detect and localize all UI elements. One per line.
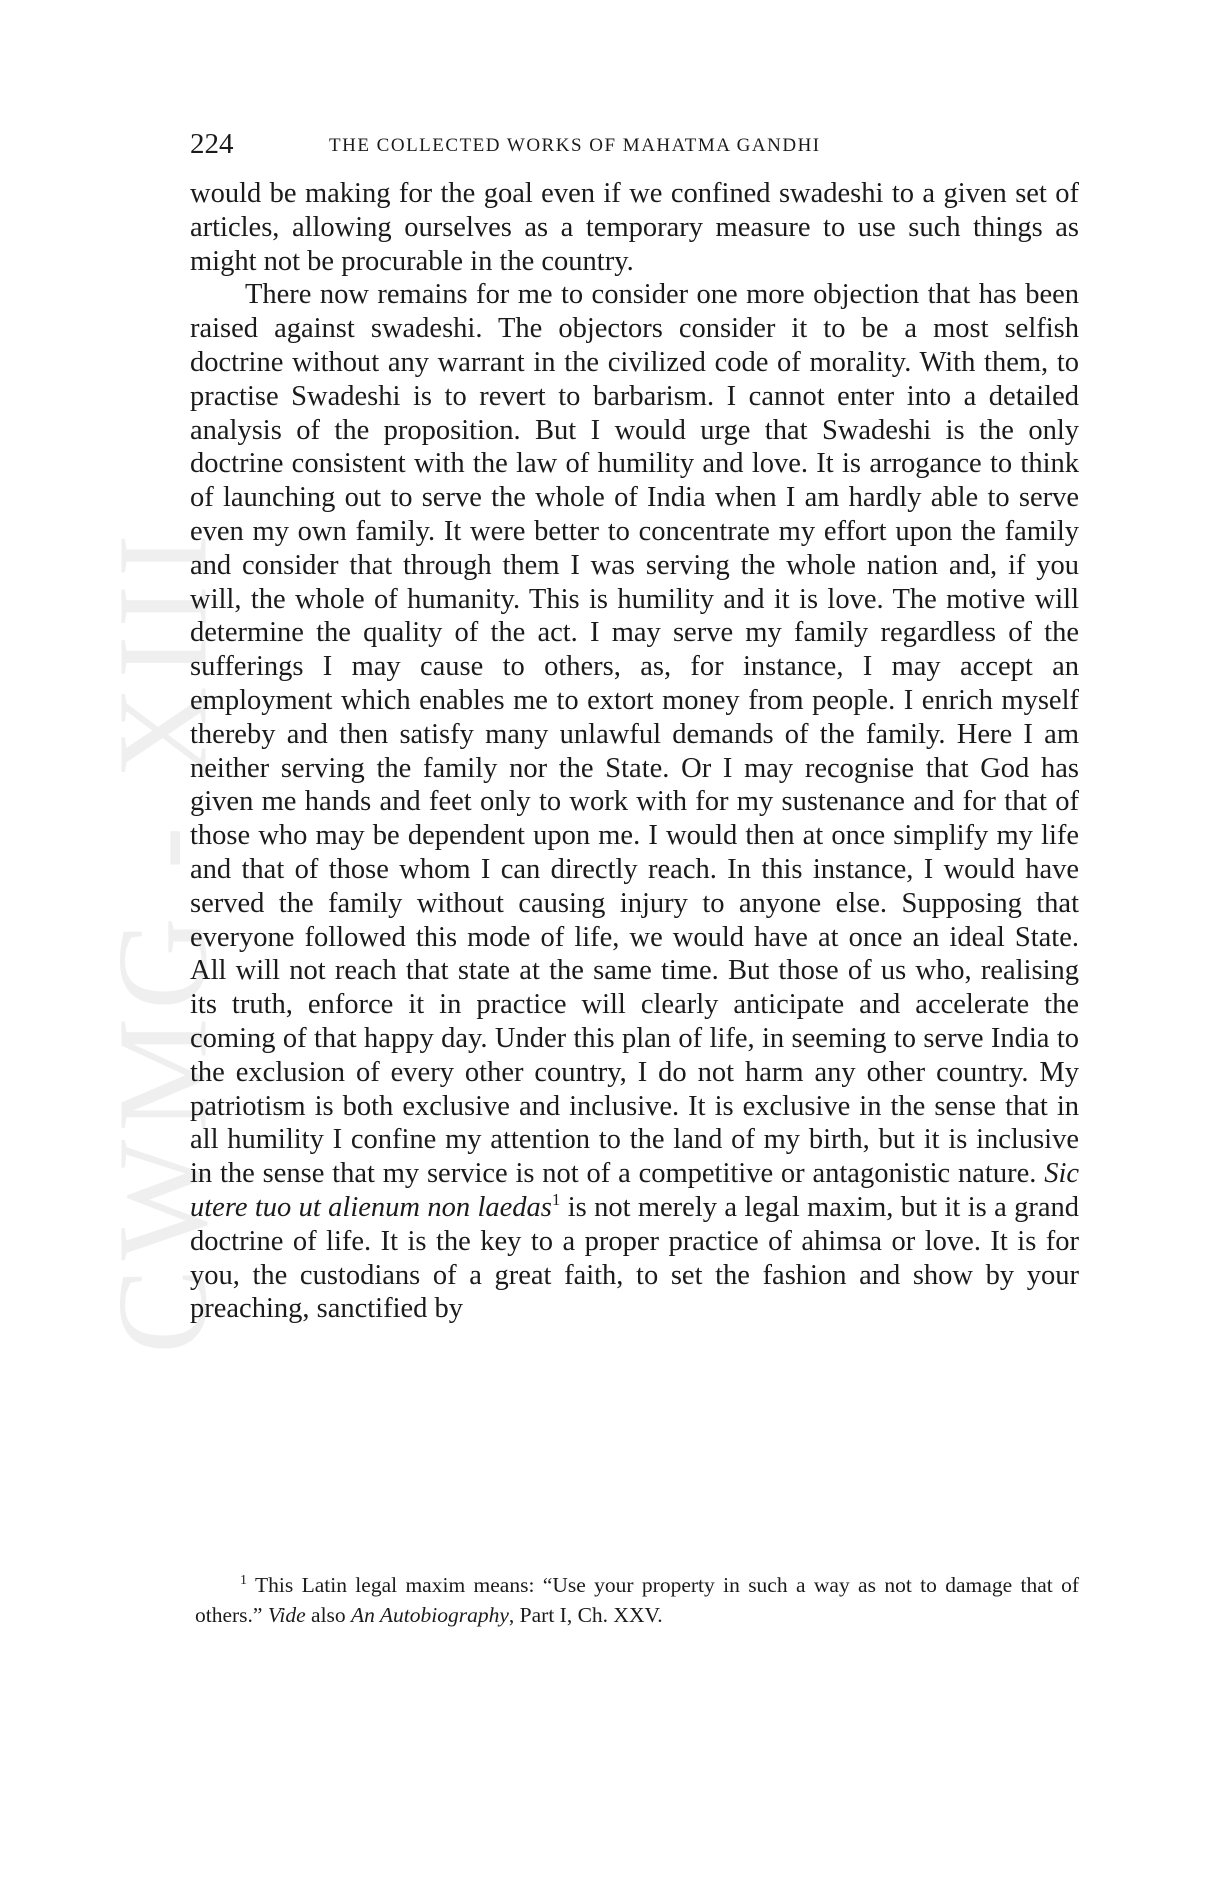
paragraph-swadeshi-objection bbox=[190, 278, 1079, 1326]
footnote-vide: Vide bbox=[267, 1603, 306, 1627]
page-number: 224 bbox=[190, 128, 234, 160]
header-title: THE COLLECTED WORKS OF MAHATMA GANDHI bbox=[329, 135, 821, 156]
footnote-text: This Latin legal maxim means: “Use your property in such a way as not to damage that of others.” bbox=[195, 1573, 1079, 1627]
running-head bbox=[190, 128, 1079, 168]
watermark-text: CWMG - XIII bbox=[91, 526, 234, 1354]
paragraph-text-continued: is not merely a legal maxim, but it is a grand doctrine of life. It is the key to a proper practice of ahimsa or love. It is for you, the custodians of a great faith, to set the fashion and show by your preaching, sanctified by bbox=[190, 1191, 1079, 1325]
body-text bbox=[190, 177, 1079, 1326]
footnote-reference-detail: , Part I, Ch. XXV. bbox=[508, 1603, 663, 1627]
latin-phrase: Sic utere tuo ut alienum non laedas bbox=[190, 1158, 1080, 1223]
footnote-marker: 1 bbox=[240, 1573, 247, 1588]
footnote-reference: 1 bbox=[551, 1189, 561, 1209]
paragraph-continued: would be making for the goal even if we confined swadeshi to a given set of articles, allowing ourselves as a temporary measure to use such things as might not be procurable in the country. bbox=[190, 178, 1079, 277]
paragraph-text: There now remains for me to consider one more objection that has been raised against swadeshi. The objectors consider it to be a most selfish doctrine without any warrant in the civilized code of morality. With them, to practise Swadeshi is to revert to barbarism. I cannot enter into a detailed analysis of the proposition. But I would urge that Swadeshi is the only doctrine consistent with the law of humility and love. It is arrogance to think of launching out to serve the whole of India when I am hardly able to serve even my own family. It were better to concentrate my effort upon the family and consider that through them I was serving the whole nation and, if you will, the whole of humanity. This is humility and it is love. The motive will determine the quality of the act. I may serve my family regardless of the sufferings I may cause to others, as, for instance, I may accept an employment which enables me to extort money from people. I enrich myself thereby and then satisfy many unlawful demands of the family. Here I am neither serving the family nor the State. Or I may recognise that God has given me hands and feet only to work with for my sustenance and for that of those who may be dependent upon me. I would then at once simplify my life and that of those whom I can directly reach. In this instance, I would have served the family without causing injury to anyone else. Supposing that everyone followed this mode of life, we would have at once an ideal State. All will not reach that state at the same time. But those of us who, realising its truth, enforce it in practice will clearly anticipate and accelerate the coming of that happy day. Under this plan of life, in seeming to serve India to the exclusion of every other country, I do not harm any other country. My patriotism is both exclusive and inclusive. It is exclusive in the sense that in all humility I confine my attention to the land of my birth, but it is inclusive in the sense that my service is not of a competitive or antagonistic nature. bbox=[190, 279, 1079, 1190]
footnote bbox=[195, 1570, 1079, 1630]
footnote-book-title: An Autobiography bbox=[351, 1603, 509, 1627]
footnote-also: also bbox=[311, 1603, 346, 1627]
